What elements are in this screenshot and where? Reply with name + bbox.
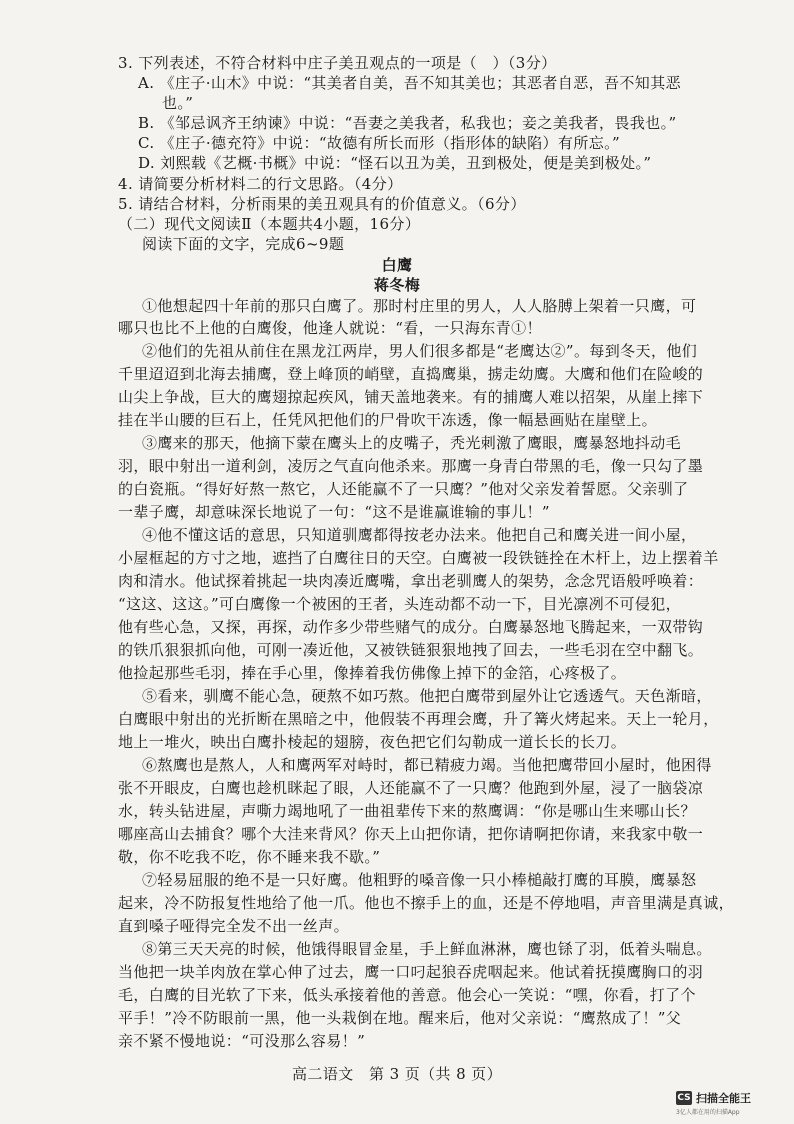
article-line: “这这、这这。”可白鹰像一个被困的王者，头连动都不动一下，目光凛冽不可侵犯，: [118, 595, 682, 613]
article-line: 直到嗓子哑得完全发不出一丝声。: [118, 917, 350, 935]
question-4: 4. 请简要分析材料二的行文思路。（4分）: [118, 175, 403, 193]
article-title: 白鹰: [381, 256, 413, 274]
article-line: 哪只也比不上他的白鹰俊，他逢人就说：“看，一只海东青①！: [118, 319, 542, 337]
article-line: 敬，你不吃我不吃，你不睡来我不歇。”: [118, 848, 381, 866]
article-line: ⑧第三天天亮的时候，他饿得眼冒金星，手上鲜血淋淋，鹰也铩了羽，低着头喘息。: [142, 940, 712, 958]
article-line: 水，转头钻进屋，声嘶力竭地吼了一曲祖辈传下来的熬鹰调：“你是哪山生来哪山长？: [118, 802, 696, 820]
article-author: 蒋冬梅: [373, 276, 421, 294]
section-instruction: 阅读下面的文字，完成6~9题: [142, 235, 345, 253]
article-line: ⑥熬鹰也是熬人，人和鹰两军对峙时，都已精疲力竭。当他把鹰带回小屋时，他困得: [142, 756, 712, 774]
question-3-option-c: C. 《庄子·德充符》中说：“故德有所长而形（指形体的缺陷）有所忘。”: [138, 134, 621, 152]
article-line: 哪座高山去捕食？哪个大洼来背风？你天上山把你请，把你请啊把你请，来我家中敬一: [118, 825, 704, 843]
article-line: 肉和清水。他试探着挑起一块肉凑近鹰嘴，拿出老驯鹰人的架势，念念咒语般呼唤着：: [118, 572, 704, 590]
section-heading: （二）现代文阅读Ⅱ（本题共4小题，16分）: [118, 215, 421, 233]
article-line: ⑦轻易屈服的绝不是一只好鹰。他粗野的嗓音像一只小棒槌敲打鹰的耳膜，鹰暴怒: [142, 871, 697, 889]
article-line: 千里迢迢到北海去捕鹰，登上峰顶的峭壁，直捣鹰巢，掳走幼鹰。大鹰和他们在险峻的: [118, 365, 704, 383]
article-line: 当他把一块羊肉放在掌心伸了过去，鹰一口叼起狼吞虎咽起来。他试着抚摸鹰胸口的羽: [118, 963, 704, 981]
article-line: 起来，冷不防报复性地给了他一爪。他也不擦手上的血，还是不停地唱，声音里满是真诚，: [118, 894, 735, 912]
article-line: 他捡起那些毛羽，捧在手心里，像捧着我仿佛像上掉下的金箔，心疼极了。: [118, 664, 627, 682]
article-line: 挂在半山腰的巨石上，任凭风把他们的尸骨吹干冻透，像一幅悬画贴在崖壁上。: [118, 411, 658, 429]
article-line: 张不开眼皮，白鹰也趁机眯起了眼，人还能赢不了一只鹰？他跑到外屋，浸了一脑袋凉: [118, 779, 704, 797]
watermark-subtitle: 3亿人都在用的扫描App: [676, 1109, 740, 1116]
article-line: 羽，眼中射出一道利剑，凌厉之气直向他杀来。那鹰一身青白带黑的毛，像一只勾了墨: [118, 457, 704, 475]
article-line: 他有些心急，又探，再探，动作多少带些赌气的成分。白鹰暴怒地飞腾起来，一双带钩: [118, 618, 704, 636]
article-line: 白鹰眼中射出的光折断在黑暗之中，他假装不再理会鹰，升了篝火烤起来。天上一轮月，: [118, 710, 719, 728]
question-3-option-d: D. 刘熙载《艺概·书概》中说：“怪石以丑为美，丑到极处，便是美到极处。”: [138, 154, 652, 172]
article-line: 小屋框起的方寸之地，遮挡了白鹰往日的天空。白鹰被一段铁链拴在木杆上，边上摆着羊: [118, 549, 719, 567]
article-line: ④他不懂这话的意思，只知道驯鹰都得按老办法来。他把自己和鹰关进一间小屋，: [142, 526, 697, 544]
article-line: ①他想起四十年前的那只白鹰了。那时村庄里的男人，人人胳膊上架着一只鹰，可: [142, 297, 697, 315]
article-line: 的铁爪狠狠抓向他，可刚一凑近他，又被铁链狠狠地拽了回去，一些毛羽在空中翻飞。: [118, 641, 704, 659]
question-5: 5. 请结合材料，分析雨果的美丑观具有的价值意义。（6分）: [118, 195, 526, 213]
question-3-option-a-cont: 也。”: [162, 94, 194, 112]
camscanner-logo-icon: CS: [677, 1093, 691, 1103]
article-line: 平手！”冷不防眼前一黑，他一头栽倒在地。醒来后，他对父亲说：“鹰熬成了！”父: [118, 1009, 682, 1027]
question-3-option-a: A. 《庄子·山木》中说：“其美者自美，吾不知其美也；其恶者自恶，吾不知其恶: [138, 74, 682, 92]
article-line: ⑤看来，驯鹰不能心急，硬熬不如巧熬。他把白鹰带到屋外让它透透气。天色渐暗，: [142, 687, 712, 705]
scanner-watermark: [676, 1090, 751, 1106]
question-3-option-b: B. 《邹忌讽齐王纳谏》中说：“吾妻之美我者，私我也；妾之美我者，畏我也。”: [138, 114, 677, 132]
question-3-stem: 3. 下列表述，不符合材料中庄子美丑观点的一项是（ ）（3分）: [118, 54, 557, 72]
page-footer: 高二语文 第 3 页（共 8 页）: [292, 1065, 502, 1083]
article-line: 地上一堆火，映出白鹰扑棱起的翅膀，夜色把它们勾勒成一道长长的长刀。: [118, 733, 627, 751]
article-line: 毛，白鹰的目光软了下来，低头承接着他的善意。他会心一笑说：“嘿，你看，打了个: [118, 986, 696, 1004]
watermark-title: 扫描全能王: [696, 1092, 751, 1105]
article-line: 的白瓷瓶。“得好好熬一熬它，人还能赢不了一只鹰？”他对父亲发着誓愿。父亲驯了: [118, 480, 689, 498]
article-line: 亲不紧不慢地说：“可没那么容易！”: [118, 1032, 366, 1050]
article-line: 一辈子鹰，却意味深长地说了一句：“这不是谁赢谁输的事儿！”: [118, 503, 550, 521]
article-line: ②他们的先祖从前住在黑龙江两岸，男人们很多都是“老鹰达②”。每到冬天，他们: [142, 342, 698, 360]
article-line: ③鹰来的那天，他摘下蒙在鹰头上的皮嘴子，秃光刺激了鹰眼，鹰暴怒地抖动毛: [142, 434, 682, 452]
article-line: 山尖上争战，巨大的鹰翅掠起疾风，铺天盖地袭来。有的捕鹰人难以招架，从崖上摔下: [118, 388, 704, 406]
